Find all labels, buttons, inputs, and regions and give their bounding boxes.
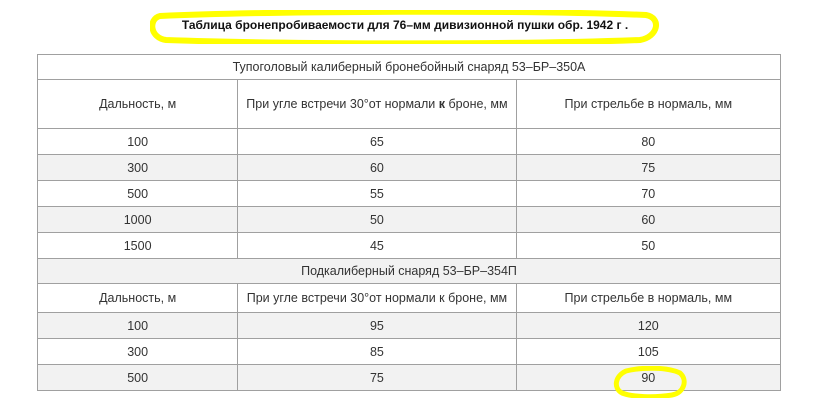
- column-header-row: [38, 284, 781, 313]
- armor-penetration-table: [37, 54, 781, 391]
- table-row: [38, 207, 781, 233]
- column-header-normal: При стрельбе в нормаль, мм: [516, 284, 780, 313]
- title-block: [150, 10, 660, 44]
- cell-angle: 95: [238, 313, 516, 339]
- column-header-angle: При угле встречи 30°от нормали к броне, мм: [238, 284, 516, 313]
- page-title: Таблица бронепробиваемости для 76–мм дивизионной пушки обр. 1942 г .: [181, 18, 629, 32]
- cell-range: 100: [38, 129, 238, 155]
- cell-angle: 45: [238, 233, 516, 259]
- table-row: [38, 339, 781, 365]
- cell-angle: 85: [238, 339, 516, 365]
- table-row: [38, 313, 781, 339]
- cell-normal: 105: [516, 339, 780, 365]
- column-header-angle-bold: к: [438, 97, 446, 111]
- cell-range: 1000: [38, 207, 238, 233]
- column-header-range: Дальность, м: [38, 284, 238, 313]
- section-header-row: [38, 259, 781, 284]
- table-row: [38, 155, 781, 181]
- column-header-angle: [238, 80, 516, 129]
- table-row: [38, 129, 781, 155]
- section-title: Подкалиберный снаряд 53–БР–354П: [38, 259, 781, 284]
- cell-range: 300: [38, 339, 238, 365]
- column-header-angle-text: При угле встречи 30°от нормали: [246, 97, 439, 111]
- cell-normal: 80: [516, 129, 780, 155]
- cell-angle: 65: [238, 129, 516, 155]
- cell-normal: 70: [516, 181, 780, 207]
- section-header-row: [38, 55, 781, 80]
- cell-normal: 75: [516, 155, 780, 181]
- cell-angle: 55: [238, 181, 516, 207]
- cell-normal: 90: [516, 365, 780, 391]
- table-row: [38, 365, 781, 391]
- cell-normal: 50: [516, 233, 780, 259]
- section-title: Тупоголовый калиберный бронебойный снаряд 53–БР–350А: [38, 55, 781, 80]
- column-header-normal: При стрельбе в нормаль, мм: [516, 80, 780, 129]
- column-header-range: Дальность, м: [38, 80, 238, 129]
- table-row: [38, 233, 781, 259]
- cell-angle: 60: [238, 155, 516, 181]
- cell-range: 100: [38, 313, 238, 339]
- cell-normal: 120: [516, 313, 780, 339]
- cell-range: 1500: [38, 233, 238, 259]
- cell-range: 500: [38, 181, 238, 207]
- column-header-angle-text-end: броне, мм: [445, 97, 508, 111]
- column-header-row: [38, 80, 781, 129]
- cell-angle: 50: [238, 207, 516, 233]
- table-row: [38, 181, 781, 207]
- cell-range: 500: [38, 365, 238, 391]
- cell-normal: 60: [516, 207, 780, 233]
- cell-angle: 75: [238, 365, 516, 391]
- cell-range: 300: [38, 155, 238, 181]
